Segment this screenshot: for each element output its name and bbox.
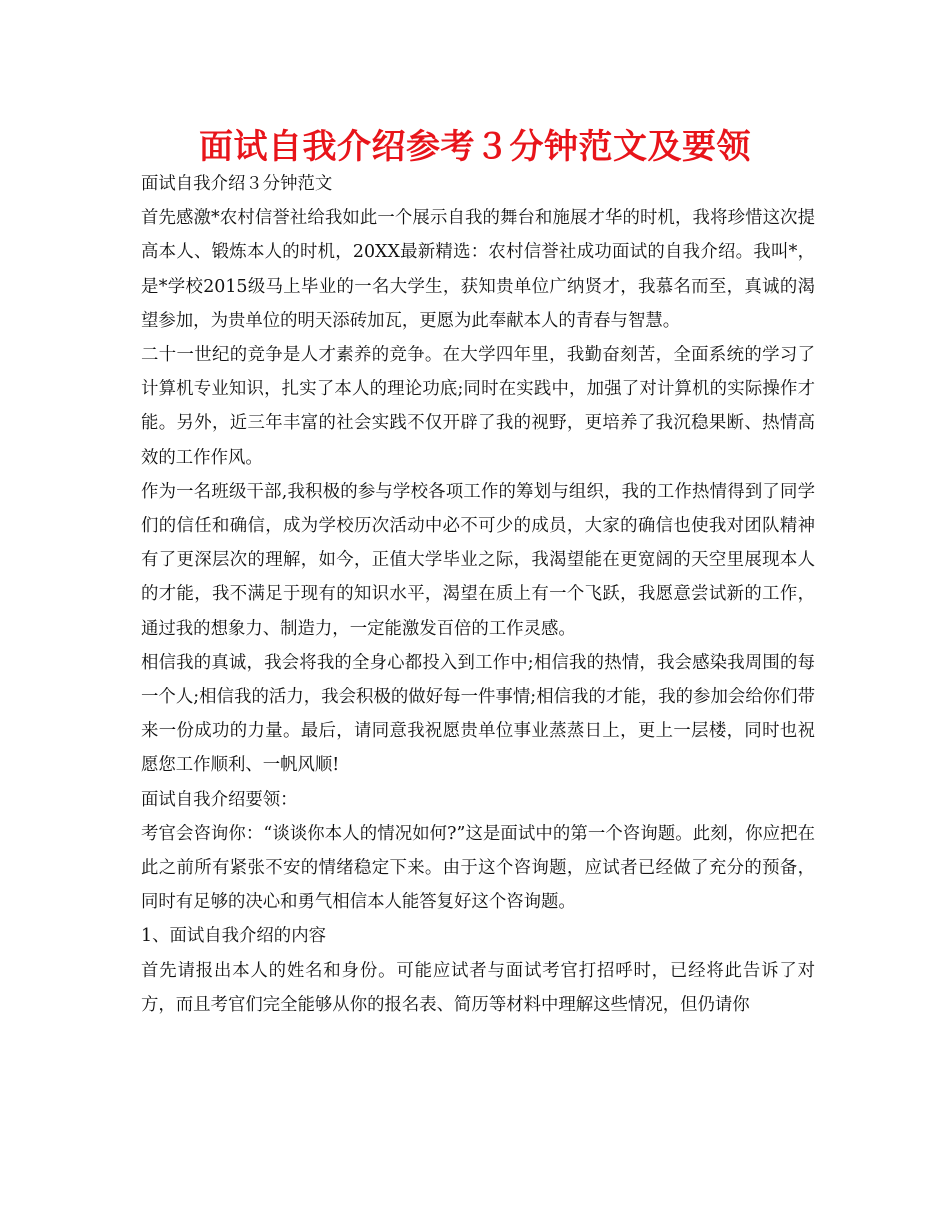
paragraph-study: 二十一世纪的竞争是人才素养的竞争。在大学四年里，我勤奋刻苦，全面系统的学习了计算机专业知识，扎实了本人的理论功底;同时在实践中，加强了对计算机的实际操作才能。另外，近三年丰富的社会实践不仅开辟了我的视野，更培养了我沉稳果断、热情高效的工作作风。 bbox=[141, 345, 815, 468]
paragraph-closing: 相信我的真诚，我会将我的全身心都投入到工作中;相信我的热情，我会感染我周围的每一个人;相信我的活力，我会积极的做好每一件事情;相信我的才能，我的参加会给你们带来一份成功的力量。最后，请同意我祝愿贵单位事业蒸蒸日上，更上一层楼，同时也祝愿您工作顺利、一帆风顺! bbox=[141, 652, 815, 776]
document-title: 面试自我介绍参考３分钟范文及要领 bbox=[199, 127, 751, 167]
section-heading-sample: 面试自我介绍３分钟范文 bbox=[141, 174, 333, 194]
document-body bbox=[141, 167, 815, 1022]
paragraph-leadership: 作为一名班级干部,我积极的参与学校各项工作的筹划与组织，我的工作热情得到了同学们的信任和确信，成为学校历次活动中必不可少的成员，大家的确信也使我对团队精神有了更深层次的理解，如今，正值大学毕业之际，我渴望能在更宽阔的天空里展现本人的才能，我不满足于现有的知识水平，渴望在质上有一个飞跃，我愿意尝试新的工作，通过我的想象力、制造力，一定能激发百倍的工作灵感。 bbox=[141, 481, 815, 639]
subheading-content: 1、面试自我介绍的内容 bbox=[141, 926, 326, 947]
paragraph-intro: 首先感激*农村信誉社给我如此一个展示自我的舞台和施展才华的时机，我将珍惜这次提高本人、锻炼本人的时机，20XX最新精选：农村信誉社成功面试的自我介绍。我叫*，是*学校2015级马上毕业的一名大学生，获知贵单位广纳贤才，我慕名而至，真诚的渴望参加，为贵单位的明天添砖加瓦，更愿为此奉献本人的青春与智慧。 bbox=[141, 208, 815, 331]
paragraph-tips-intro: 考官会咨询你：“谈谈你本人的情况如何?”这是面试中的第一个咨询题。此刻，你应把在此之前所有紧张不安的情绪稳定下来。由于这个咨询题，应试者已经做了充分的预备，同时有足够的决心和勇气相信本人能答复好这个咨询题。 bbox=[141, 823, 815, 913]
paragraph-name-identity: 首先请报出本人的姓名和身份。可能应试者与面试考官打招呼时，已经将此告诉了对方，而且考官们完全能够从你的报名表、简历等材料中理解这些情况，但仍请你 bbox=[141, 960, 815, 1015]
section-heading-tips: 面试自我介绍要领： bbox=[141, 789, 298, 810]
